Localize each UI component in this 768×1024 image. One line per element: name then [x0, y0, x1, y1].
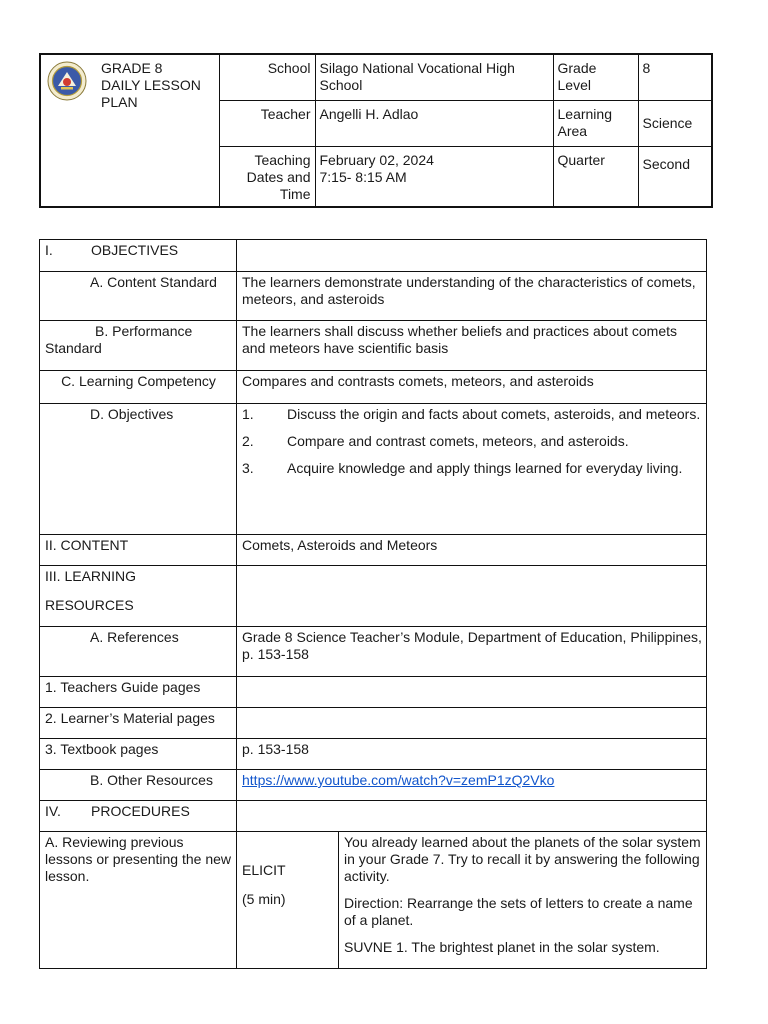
textbook-value: p. 153-158: [237, 739, 707, 770]
list-item-text: Discuss the origin and facts about comets, asteroids, and meteors.: [287, 406, 701, 422]
other-resources-cell: [237, 770, 707, 801]
table-row: [40, 627, 707, 677]
table-row: [40, 321, 707, 371]
learning-resources-label: [40, 566, 237, 627]
table-row: [40, 801, 707, 832]
objectives-num: I.: [45, 242, 53, 258]
list-item-number: 1.: [242, 406, 254, 422]
list-item: [242, 460, 702, 477]
teaching-time: 7:15- 8:15 AM: [319, 168, 407, 185]
table-row: [40, 404, 707, 535]
empty-cell: [237, 801, 707, 832]
grade-level-label: Grade Level: [553, 54, 638, 100]
teaching-dates-label: Teaching Dates and Time: [219, 146, 315, 207]
table-row: [40, 708, 707, 739]
review-content: [339, 832, 707, 969]
teacher-value: Angelli H. Adlao: [315, 100, 553, 146]
elicit-cell: [237, 832, 339, 969]
performance-standard-value: The learners shall discuss whether beliefs and practices about comets and meteors have scientific basis: [237, 321, 707, 371]
review-paragraph-2: Direction: Rearrange the sets of letters to create a name of a planet.: [344, 895, 693, 928]
learning-area-value: Science: [638, 100, 712, 146]
learning-competency-value: Compares and contrasts comets, meteors, and asteroids: [237, 371, 707, 404]
empty-cell: [237, 240, 707, 272]
table-row: [40, 677, 707, 708]
resources-label-line1: III. LEARNING: [45, 568, 137, 584]
list-item-number: 2.: [242, 433, 254, 449]
list-item-number: 3.: [242, 460, 254, 476]
learners-material-label: 2. Learner’s Material pages: [40, 708, 237, 739]
table-row: [40, 770, 707, 801]
performance-label-line1: B. Performance: [95, 323, 193, 339]
resources-label-line2: RESOURCES: [45, 597, 134, 613]
review-lesson-label: A. Reviewing previous lessons or presenting the new lesson.: [40, 832, 237, 969]
content-value: Comets, Asteroids and Meteors: [237, 535, 707, 566]
deped-seal-icon: [47, 61, 87, 101]
table-row: [40, 240, 707, 272]
procedures-label: PROCEDURES: [91, 803, 190, 819]
list-item: [242, 433, 702, 450]
title-line-3: PLAN: [101, 94, 138, 110]
learning-competency-label: C. Learning Competency: [40, 371, 237, 404]
table-row: [40, 832, 707, 969]
teacher-label: Teacher: [219, 100, 315, 146]
lesson-plan-title-cell: [40, 54, 219, 207]
lesson-plan-table: [39, 239, 707, 969]
review-paragraph-1: You already learned about the planets of the solar system in your Grade 7. Try to recall it by answering the following activity.: [344, 834, 701, 884]
title-line-1: GRADE 8: [101, 60, 163, 76]
table-row: [40, 739, 707, 770]
objectives-heading: [40, 240, 237, 272]
teachers-guide-label: 1. Teachers Guide pages: [40, 677, 237, 708]
table-row: [40, 566, 707, 627]
objectives-d-label: D. Objectives: [40, 404, 237, 535]
review-paragraph-3: SUVNE 1. The brightest planet in the solar system.: [344, 939, 660, 955]
list-item: [242, 406, 702, 423]
table-row: [40, 371, 707, 404]
procedures-heading: [40, 801, 237, 832]
elicit-time: (5 min): [242, 891, 286, 907]
references-value: Grade 8 Science Teacher’s Module, Department of Education, Philippines, p. 153-158: [237, 627, 707, 677]
table-row: [40, 535, 707, 566]
objectives-label: OBJECTIVES: [91, 242, 179, 258]
teachers-guide-value: [237, 677, 707, 708]
school-value: Silago National Vocational High School: [315, 54, 553, 100]
teaching-dates-value: [315, 146, 553, 207]
title-line-2: DAILY LESSON: [101, 77, 201, 93]
grade-level-value: 8: [638, 54, 712, 100]
quarter-label: Quarter: [553, 146, 638, 207]
teaching-date: February 02, 2024: [319, 151, 434, 168]
procedures-num: IV.: [45, 803, 61, 819]
quarter-value: Second: [638, 146, 712, 207]
learning-area-label: Learning Area: [553, 100, 638, 146]
references-label: A. References: [40, 627, 237, 677]
list-item-text: Acquire knowledge and apply things learned for everyday living.: [287, 460, 683, 476]
learners-material-value: [237, 708, 707, 739]
youtube-link[interactable]: https://www.youtube.com/watch?v=zemP1zQ2Vko: [242, 772, 555, 788]
other-resources-label: B. Other Resources: [40, 770, 237, 801]
content-label: II. CONTENT: [40, 535, 237, 566]
list-item-text: Compare and contrast comets, meteors, and asteroids.: [287, 433, 629, 449]
header-table: [39, 53, 713, 208]
content-standard-label: A. Content Standard: [40, 272, 237, 321]
textbook-label: 3. Textbook pages: [40, 739, 237, 770]
school-label: School: [219, 54, 315, 100]
performance-label-line2: Standard: [45, 340, 102, 356]
empty-cell: [237, 566, 707, 627]
elicit-label: ELICIT: [242, 862, 286, 878]
objectives-list: [237, 404, 707, 535]
table-row: [40, 272, 707, 321]
performance-standard-label: [40, 321, 237, 371]
content-standard-value: The learners demonstrate understanding of the characteristics of comets, meteors, and asteroids: [237, 272, 707, 321]
